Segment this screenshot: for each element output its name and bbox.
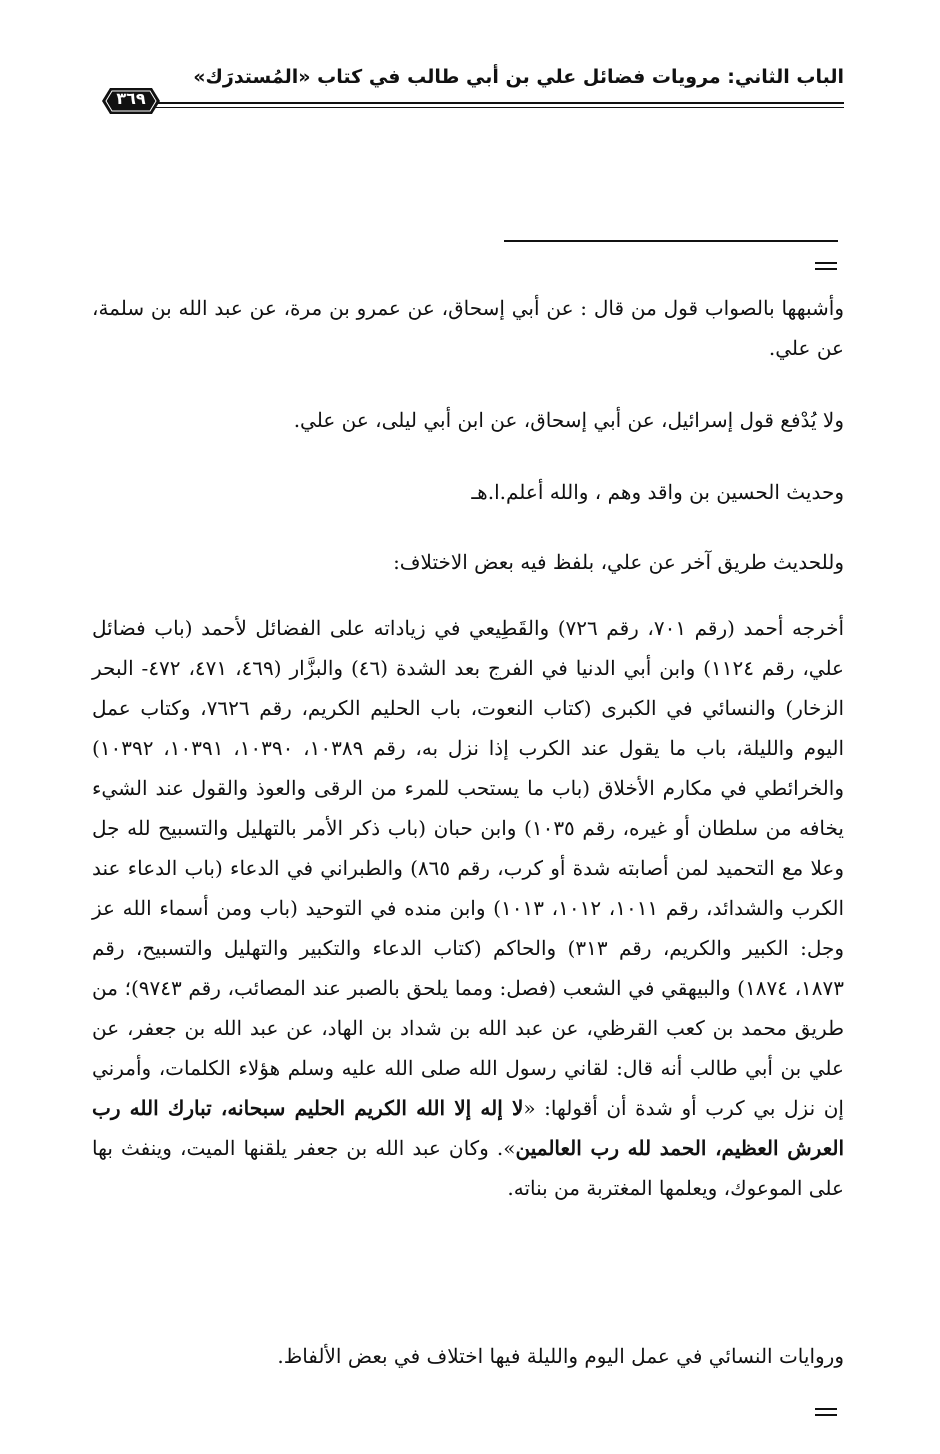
continuation-mark-top [815,262,837,270]
paragraph-text: وأشبهها بالصواب قول من قال : عن أبي إسحاق، عن عمرو بن مرة، عن عبد الله بن سلمة، عن علي. [92,296,844,360]
paragraph-text: وروايات النسائي في عمل اليوم والليلة فيها اختلاف في بعض الألفاظ. [277,1344,844,1368]
paragraph-2 [92,400,844,440]
page-number: ٣٦٩ [116,89,146,108]
footnote-separator [504,240,838,242]
running-header [90,58,844,118]
continuation-mark-bottom [815,1408,837,1416]
citation-text: أخرجه أحمد (رقم ٧٠١، رقم ٧٢٦) والقَطِيعي في زياداته على الفضائل لأحمد (باب فضائل علي، رقم ١١٢٤) وابن أبي الدنيا في الفرج بعد الشدة (٤٦) والبزَّار (٤٦٩، ٤٧١، ٤٧٢- البحر الزخار) والنسائي في الكبرى (كتاب النعوت، باب الحليم الكريم، رقم ٧٦٢٦، وكتاب عمل اليوم والليلة، باب ما يقول عند الكرب إذا نزل به، رقم ١٠٣٨٩، ١٠٣٩٠، ١٠٣٩١، ١٠٣٩٢) والخرائطي في مكارم الأخلاق (باب ما يستحب للمرء من الرقى والعوذ والقول عند الشيء يخافه من سلطان أو غيره، رقم ١٠٣٥) وابن حبان (باب ذكر الأمر بالتهليل والتسبيح لله جل وعلا مع التحميد لمن أصابته شدة أو كرب، رقم ٨٦٥) والطبراني في الدعاء (باب الدعاء عند الكرب والشدائد، رقم ١٠١١، ١٠١٢، ١٠١٣) وابن منده في التوحيد (باب ومن أسماء الله عز وجل: الكبير والكريم، رقم ٣١٣) والحاكم (كتاب الدعاء والتكبير والتهليل والتسبيح، رقم ١٨٧٣، ١٨٧٤) والبيهقي في الشعب (فصل: ومما يلحق بالصبر عند المصائب، رقم ٩٧٤٣)؛ من طريق محمد بن كعب القرظي، عن عبد الله بن شداد بن الهاد، عن عبد الله بن جعفر، عن علي بن أبي طالب أنه قال: لقاني رسول الله صلى الله عليه وسلم هؤلاء الكلمات، وأمرني إن نزل بي كرب أو شدة أن أقولها: « [92,616,845,1120]
header-rule [154,102,844,104]
paragraph-3 [92,472,844,512]
paragraph-5 [92,608,844,1208]
citation-text-end: ». وكان عبد الله بن جعفر يلقنها الميت، وينفث بها على الموعوك، ويعلمها المغتربة من بناته. [92,1136,844,1200]
paragraph-1 [92,288,844,368]
running-header-title: الباب الثاني: مرويات فضائل علي بن أبي طالب في كتاب «المُستدرَك» [193,66,844,88]
paragraph-4 [92,542,844,582]
paragraph-text: وحديث الحسين بن واقد وهم ، والله أعلم.ا.هـ [471,480,844,504]
paragraph-text: ولا يُدْفع قول إسرائيل، عن أبي إسحاق، عن ابن أبي ليلى، عن علي. [293,408,844,432]
paragraph-text: وللحديث طريق آخر عن علي، بلفظ فيه بعض الاختلاف: [393,550,844,574]
header-rule-thin [154,107,844,108]
paragraph-text [92,608,844,1208]
paragraph-6 [92,1336,844,1376]
dua-text-bold: لا إله إلا الله الكريم الحليم سبحانه، تبارك الله رب العرش العظيم، الحمد لله رب العالمين [92,1096,845,1160]
